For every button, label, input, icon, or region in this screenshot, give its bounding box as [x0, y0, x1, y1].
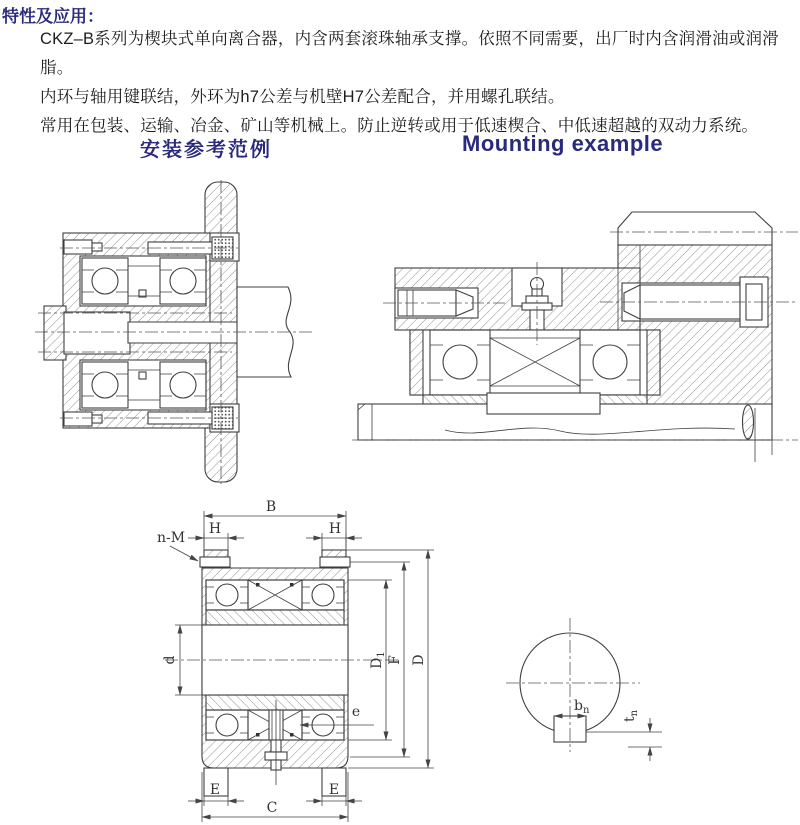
setscrew-tip-top: [92, 243, 102, 251]
inner-ring-top: [206, 610, 344, 625]
right-tapped-hole: [320, 557, 350, 567]
setscrew-tip-bottom: [92, 415, 102, 423]
shaft-break-ellipse: [743, 405, 754, 439]
dimensioned-section-drawing: [165, 550, 398, 796]
paragraph-2: 内环与轴用键联结，外环为h7公差与机壁H7公差配合，并用螺孔联结。: [40, 88, 565, 106]
page-title: 特性及应用：: [2, 7, 104, 26]
mounting-example-drawing: [352, 212, 798, 462]
dim-label-C: C: [266, 800, 278, 816]
left-tapped-hole: [200, 557, 230, 567]
paragraph-1: CKZ–B系列为楔块式单向离合器，内含两套滚珠轴承支撑。依照不同需要，出厂时内含润滑油或润滑脂。: [40, 30, 779, 77]
bearing-row: [410, 330, 660, 395]
dim-label-H-right: H: [328, 521, 342, 537]
dim-label-F: F: [387, 655, 403, 665]
setscrew-top: [64, 240, 92, 254]
shaft-key: [487, 393, 600, 414]
dim-label-d: d: [162, 655, 178, 665]
wall-top-block: [618, 212, 772, 245]
dim-label-tn: $t_n$: [622, 709, 640, 723]
upper-bearing-pocket: [80, 256, 206, 306]
keyway-drawing: [506, 618, 662, 761]
paragraph-3: 常用在包装、运输、冶金、矿山等机械上。防止逆转或用于低速楔合、中低速超越的双动力系统。: [40, 117, 759, 135]
setscrew-bottom: [64, 412, 92, 426]
caption-mounting-example-en: Mounting example: [462, 131, 664, 156]
caption-installation-example-zh: 安装参考范例: [140, 139, 272, 161]
bore: [64, 312, 130, 354]
installation-example-drawing: [35, 180, 312, 484]
dim-label-D1: $D_1$: [369, 651, 387, 669]
dim-label-n-M: n-M: [157, 530, 186, 546]
lower-bearing-pocket: [80, 360, 206, 410]
dim-label-H-left: H: [208, 521, 222, 537]
dim-label-B: B: [265, 499, 277, 515]
dim-label-E-right: E: [328, 782, 340, 798]
dim-label-D: D: [411, 654, 427, 666]
dim-label-E-left: E: [209, 782, 221, 798]
description-text: [40, 25, 798, 141]
dim-label-e: e: [351, 704, 361, 720]
dim-label-bn: $b_n$: [574, 698, 590, 716]
inner-ring-bottom: [206, 695, 344, 710]
